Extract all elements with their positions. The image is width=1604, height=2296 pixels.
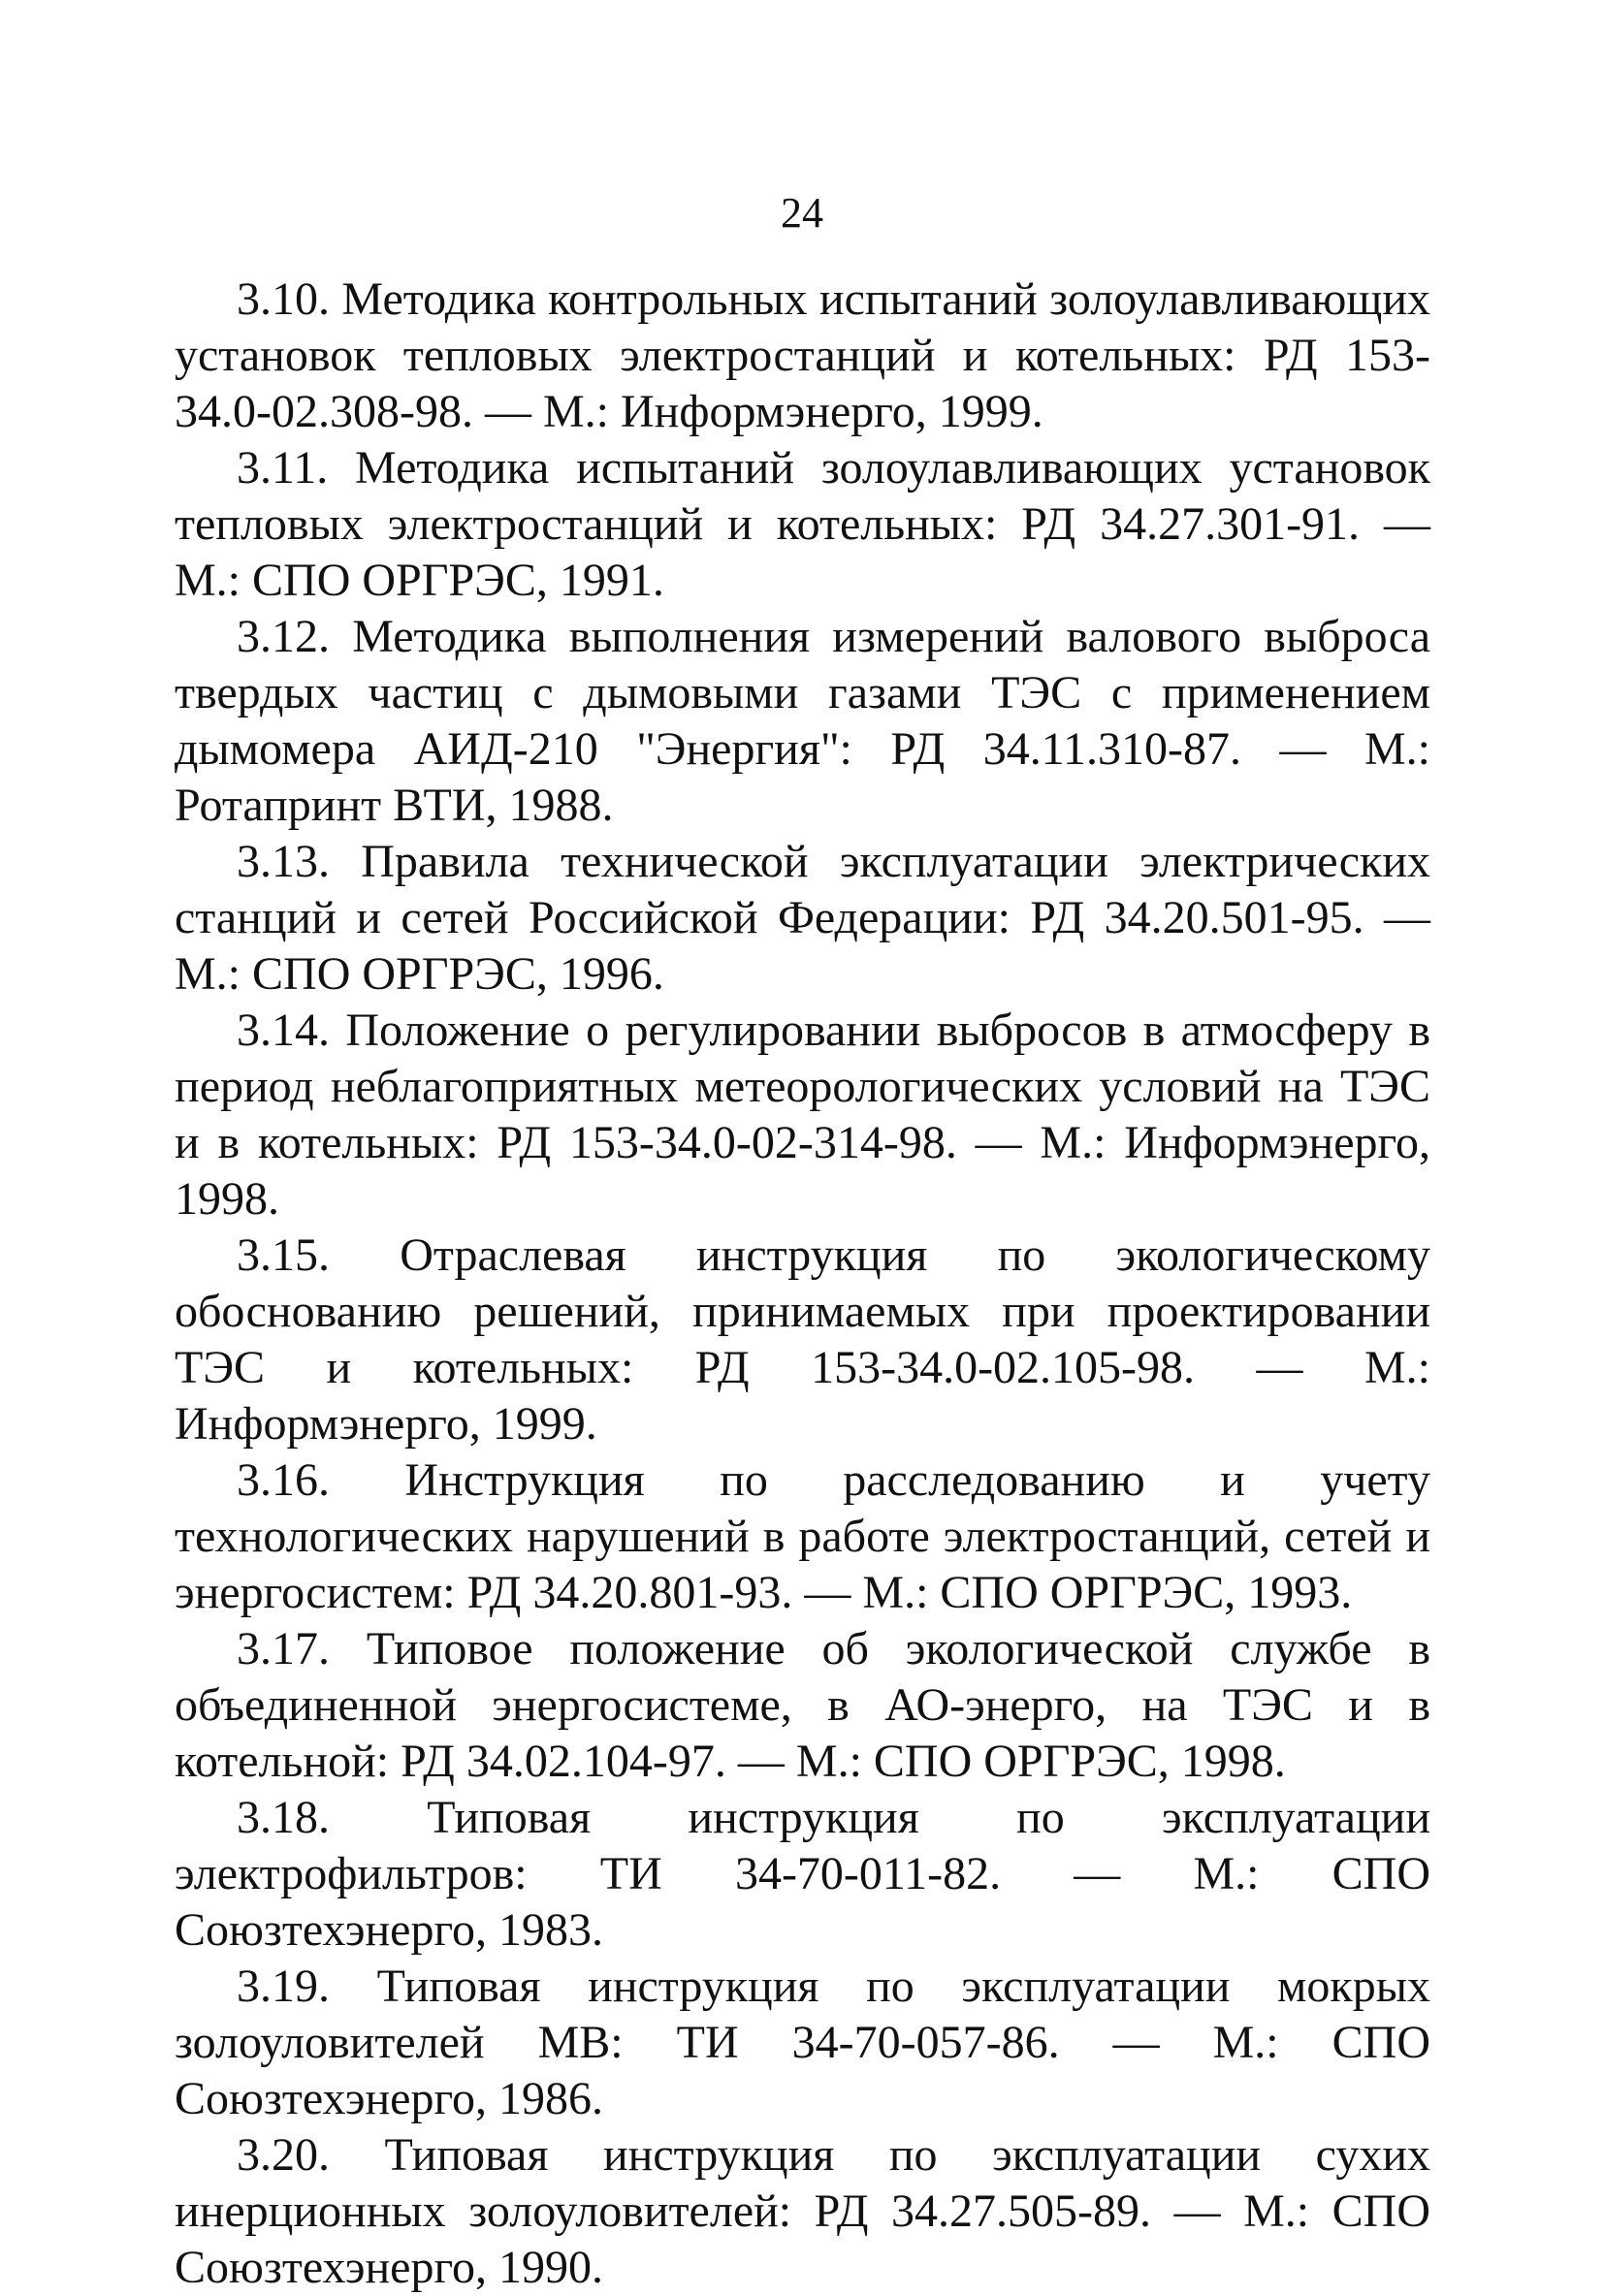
page-number: 24	[781, 189, 823, 237]
reference-item-3-13: 3.13. Правила технической эксплуатации электрических станций и сетей Российской Федерации: РД 34.20.501-95. — М.: СПО ОРГРЭС, 1996.	[175, 836, 1430, 1000]
reference-item-3-10: 3.10. Методика контрольных испытаний золоулавливающих установок тепловых электростанций и котельных: РД 153-34.0-02.308-98. — М.: Информэнерго, 1999.	[175, 273, 1430, 437]
reference-item-3-11: 3.11. Методика испытаний золоулавливающих установок тепловых электростанций и котельных: РД 34.27.301-91. — М.: СПО ОРГРЭС, 1991.	[175, 442, 1430, 606]
reference-item-3-19: 3.19. Типовая инструкция по эксплуатации мокрых золоуловителей МВ: ТИ 34-70-057-86. — М.: СПО Союзтехэнерго, 1986.	[175, 1961, 1430, 2124]
reference-item-3-12: 3.12. Методика выполнения измерений валового выброса твердых частиц с дымовыми газами ТЭС с применением дымомера АИД-210 "Энергия": РД 34.11.310-87. — М.: Ротапринт ВТИ, 1988.	[175, 611, 1430, 831]
reference-item-3-16: 3.16. Инструкция по расследованию и учету технологических нарушений в работе электростанций, сетей и энергосистем: РД 34.20.801-93. — М.: СПО ОРГРЭС, 1993.	[175, 1454, 1430, 1618]
reference-item-3-17: 3.17. Типовое положение об экологической службе в объединенной энергосистеме, в АО-энерго, на ТЭС и в котельной: РД 34.02.104-97. — М.: СПО ОРГРЭС, 1998.	[175, 1623, 1430, 1787]
reference-item-3-20: 3.20. Типовая инструкция по эксплуатации сухих инерционных золоуловителей: РД 34.27.505-89. — М.: СПО Союзтехэнерго, 1990.	[175, 2129, 1430, 2293]
reference-item-3-14: 3.14. Положение о регулировании выбросов в атмосферу в период неблагоприятных метеорологических условий на ТЭС и в котельных: РД 153-34.0-02-314-98. — М.: Информэнерго, 1998.	[175, 1004, 1430, 1225]
reference-list	[175, 271, 1430, 2296]
reference-item-3-18: 3.18. Типовая инструкция по эксплуатации электрофильтров: ТИ 34-70-011-82. — М.: СПО Союзтехэнерго, 1983.	[175, 1792, 1430, 1956]
reference-item-3-15: 3.15. Отраслевая инструкция по экологическому обоснованию решений, принимаемых при проектировании ТЭС и котельных: РД 153-34.0-02.105-98. — М.: Информэнерго, 1999.	[175, 1229, 1430, 1450]
